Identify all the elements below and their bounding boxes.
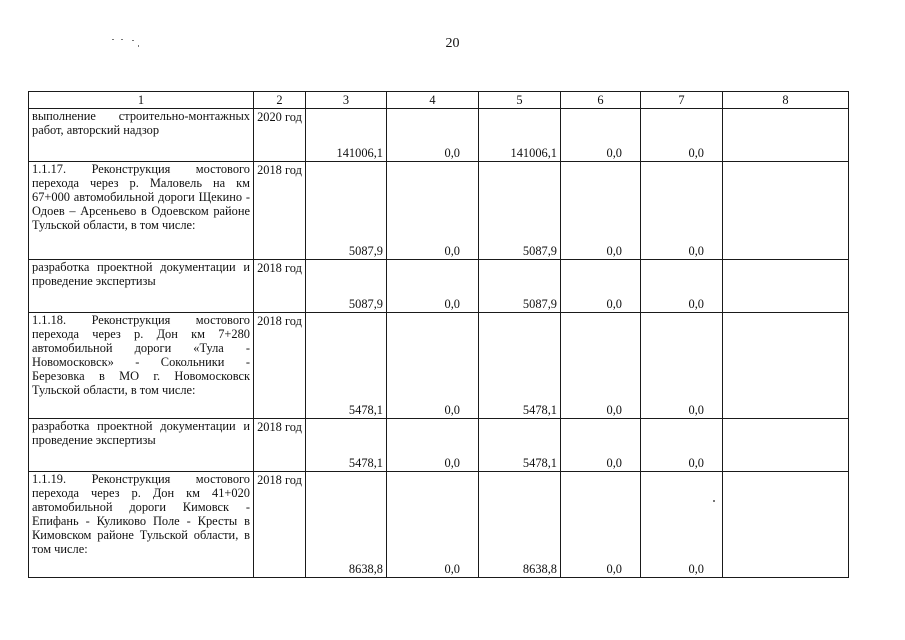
table-row — [29, 162, 849, 260]
budget-table — [28, 91, 849, 578]
cell-value-col4: 0,0 — [387, 260, 479, 313]
row-description: 1.1.17. Реконструкция мостового перехода через р. Маловель на км 67+000 автомобильной дороги Щекино - Одоев – Арсеньево в Одоевском районе Тульской области, в том числе: — [29, 162, 254, 260]
scan-speck — [121, 39, 123, 40]
table-row — [29, 313, 849, 419]
cell-value-col7: 0,0 — [641, 162, 723, 260]
cell-value-col6: 0,0 — [561, 419, 641, 472]
cell-value-col8 — [723, 162, 849, 260]
column-header: 4 — [387, 92, 479, 109]
cell-value-col3: 5087,9 — [306, 162, 387, 260]
column-header: 2 — [254, 92, 306, 109]
cell-value-col4: 0,0 — [387, 313, 479, 419]
table-row — [29, 260, 849, 313]
cell-value-col5: 5087,9 — [479, 260, 561, 313]
table-header-row — [29, 92, 849, 109]
cell-value-col7: 0,0 — [641, 313, 723, 419]
cell-value-col3: 8638,8 — [306, 472, 387, 578]
cell-value-col5: 5087,9 — [479, 162, 561, 260]
row-year: 2020 год — [254, 109, 306, 162]
cell-value-col4: 0,0 — [387, 109, 479, 162]
column-header: 5 — [479, 92, 561, 109]
row-year: 2018 год — [254, 419, 306, 472]
row-description: 1.1.19. Реконструкция мостового перехода через р. Дон км 41+020 автомобильной дороги Кимовск - Епифань - Куликово Поле - Кресты в Кимовском районе Тульской области, в том числе: — [29, 472, 254, 578]
cell-value-col6: 0,0 — [561, 313, 641, 419]
scan-speck — [132, 40, 134, 41]
page-number: 20 — [445, 36, 460, 51]
cell-value-col4: 0,0 — [387, 472, 479, 578]
column-header: 8 — [723, 92, 849, 109]
table-row — [29, 109, 849, 162]
cell-value-col6: 0,0 — [561, 162, 641, 260]
cell-value-col4: 0,0 — [387, 419, 479, 472]
cell-value-col7: 0,0 — [641, 472, 723, 578]
cell-value-col8 — [723, 260, 849, 313]
row-year: 2018 год — [254, 162, 306, 260]
cell-value-col5: 141006,1 — [479, 109, 561, 162]
cell-value-col8 — [723, 419, 849, 472]
row-description: выполнение строительно-монтажных работ, авторский надзор — [29, 109, 254, 162]
row-description: 1.1.18. Реконструкция мостового перехода через р. Дон км 7+280 автомобильной дороги «Тула - Новомосковск» - Сокольники - Березовка в МО г. Новомосковск Тульской области, в том числе: — [29, 313, 254, 419]
cell-value-col8 — [723, 109, 849, 162]
row-year: 2018 год — [254, 313, 306, 419]
cell-value-col5: 5478,1 — [479, 419, 561, 472]
cell-value-col3: 141006,1 — [306, 109, 387, 162]
scan-speck — [112, 39, 114, 40]
cell-value-col3: 5478,1 — [306, 419, 387, 472]
row-year: 2018 год — [254, 472, 306, 578]
budget-table-wrapper — [28, 91, 849, 578]
cell-value-col4: 0,0 — [387, 162, 479, 260]
cell-value-col3: 5087,9 — [306, 260, 387, 313]
cell-value-col7: 0,0 — [641, 260, 723, 313]
table-row — [29, 419, 849, 472]
cell-value-col6: 0,0 — [561, 109, 641, 162]
cell-value-col7: 0,0 — [641, 419, 723, 472]
cell-value-col5: 8638,8 — [479, 472, 561, 578]
cell-value-col3: 5478,1 — [306, 313, 387, 419]
column-header: 7 — [641, 92, 723, 109]
cell-value-col5: 5478,1 — [479, 313, 561, 419]
row-description: разработка проектной документации и проведение экспертизы — [29, 419, 254, 472]
column-header: 6 — [561, 92, 641, 109]
cell-value-col6: 0,0 — [561, 472, 641, 578]
table-row — [29, 472, 849, 578]
scan-speck — [138, 45, 139, 47]
row-description: разработка проектной документации и проведение экспертизы — [29, 260, 254, 313]
row-year: 2018 год — [254, 260, 306, 313]
cell-value-col8 — [723, 313, 849, 419]
cell-value-col8 — [723, 472, 849, 578]
cell-value-col7: 0,0 — [641, 109, 723, 162]
column-header: 1 — [29, 92, 254, 109]
cell-value-col6: 0,0 — [561, 260, 641, 313]
column-header: 3 — [306, 92, 387, 109]
